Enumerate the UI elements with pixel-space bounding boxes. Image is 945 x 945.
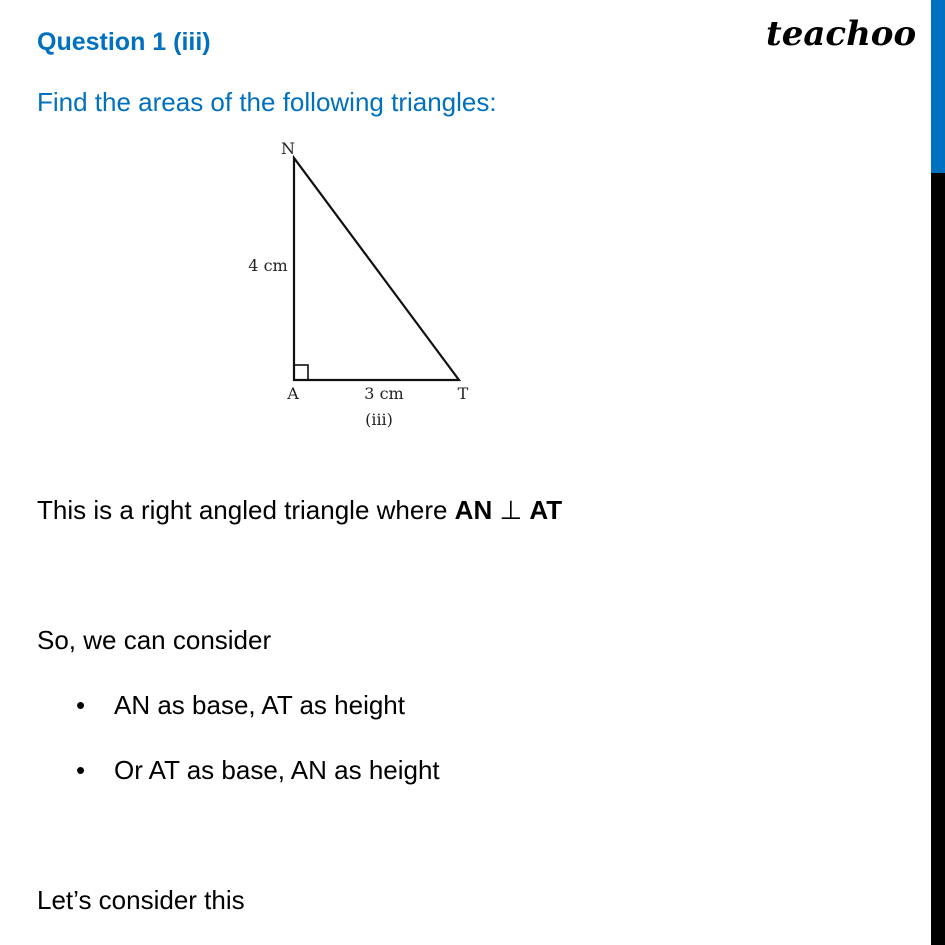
list-item-text: AN as base, AT as height xyxy=(114,690,405,720)
vertex-label-t: T xyxy=(457,384,469,403)
list-item-text: Or AT as base, AN as height xyxy=(114,755,440,785)
right-angle-marker xyxy=(294,365,308,380)
triangle-shape xyxy=(294,158,459,380)
question-title: Question 1 (iii) xyxy=(37,28,211,56)
side-accent-bar-blue xyxy=(931,0,945,173)
vertex-label-n: N xyxy=(281,139,295,158)
perpendicular-symbol: ⊥ xyxy=(492,495,530,525)
list-item xyxy=(76,755,440,786)
vertex-label-a: A xyxy=(287,384,299,403)
statement-prefix: This is a right angled triangle where xyxy=(37,495,455,525)
question-text: Find the areas of the following triangles: xyxy=(37,87,497,117)
side-label-at: 3 cm xyxy=(364,384,404,403)
bullet-icon: • xyxy=(76,690,86,720)
bullet-icon: • xyxy=(76,755,86,785)
segment-an: AN xyxy=(454,495,493,525)
side-label-an: 4 cm xyxy=(248,256,288,275)
statement-perpendicular xyxy=(37,495,562,526)
statement-lets-consider: Let’s consider this xyxy=(37,885,245,915)
figure-caption: (iii) xyxy=(365,410,393,429)
triangle-figure xyxy=(230,130,490,440)
list-item xyxy=(76,690,405,721)
brand-logo: teachoo xyxy=(766,14,917,54)
segment-at: AT xyxy=(529,495,563,525)
side-accent-bar-black xyxy=(931,173,945,945)
statement-consider: So, we can consider xyxy=(37,625,272,655)
